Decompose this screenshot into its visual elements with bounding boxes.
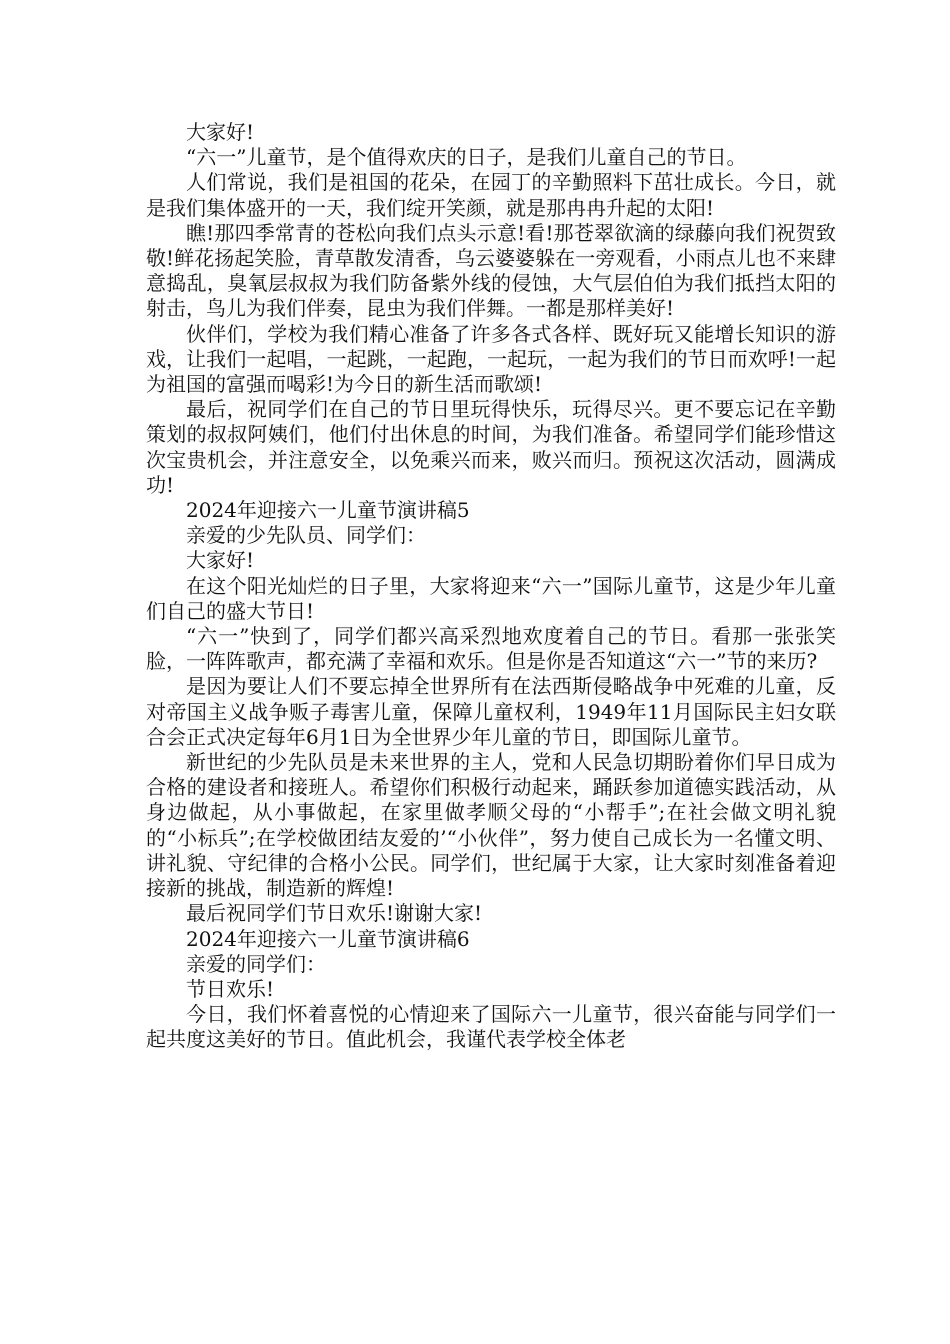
- closing: 最后祝同学们节日欢乐!谢谢大家!: [186, 901, 483, 926]
- salutation: 亲爱的同学们：: [186, 951, 326, 976]
- paragraph: “六一”儿童节，是个值得欢庆的日子，是我们儿童自己的节日。: [186, 145, 747, 170]
- paragraph: 是因为要让人们不要忘掉全世界所有在法西斯侵略战争中死难的儿童，反对帝国主义战争贩子毒害儿童，保障儿童权利，1949年11月国际民主妇女联合会正式决定每年6月1日为全世界少年儿童的节日，即国际儿童节。: [146, 674, 836, 749]
- paragraph: 伙伴们，学校为我们精心准备了许多各式各样、既好玩又能增长知识的游戏，让我们一起唱，一起跳，一起跑，一起玩，一起为我们的节日而欢呼!一起为祖国的富强而喝彩!为今日的新生活而歌颂!: [146, 321, 836, 397]
- paragraph: 最后，祝同学们在自己的节日里玩得快乐，玩得尽兴。更不要忘记在辛勤策划的叔叔阿姨们，他们付出休息的时间，为我们准备。希望同学们能珍惜这次宝贵机会，并注意安全，以免乘兴而来，败兴而归。预祝这次活动，圆满成功!: [146, 397, 836, 497]
- section-heading: 2024年迎接六一儿童节演讲稿5: [186, 498, 470, 523]
- paragraph: 瞧!那四季常青的苍松向我们点头示意!看!那苍翠欲滴的绿藤向我们祝贺致敬!鲜花扬起笑脸，青草散发清香，乌云婆婆躲在一旁观看，小雨点儿也不来肆意捣乱，臭氧层叔叔为我们防备紫外线的侵蚀，大气层伯伯为我们抵挡太阳的射击，鸟儿为我们伴奏，昆虫为我们伴舞。一都是那样美好!: [146, 220, 836, 321]
- greeting: 节日欢乐!: [186, 976, 275, 1001]
- paragraph: 大家好!: [186, 120, 255, 144]
- paragraph: 新世纪的少先队员是未来世界的主人，党和人民急切期盼着你们早日成为合格的建设者和接班人。希望你们积极行动起来，踊跃参加道德实践活动，从身边做起，从小事做起，在家里做孝顺父母的“小帮手”;在社会做文明礼貌的“小标兵”;在学校做团结友爱的’“小伙伴”，努力使自己成长为一名懂文明、讲礼貌、守纪律的合格小公民。同学们，世纪属于大家，让大家时刻准备着迎接新的挑战，制造新的辉煌!: [146, 750, 836, 901]
- paragraph: 在这个阳光灿烂的日子里，大家将迎来“六一”国际儿童节，这是少年儿童们自己的盛大节日!: [146, 573, 836, 623]
- paragraph: 人们常说，我们是祖国的花朵，在园丁的辛勤照料下茁壮成长。今日，就是我们集体盛开的一天，我们绽开笑颜，就是那冉冉升起的太阳!: [146, 170, 836, 220]
- section-heading: 2024年迎接六一儿童节演讲稿6: [186, 926, 470, 951]
- paragraph: 今日，我们怀着喜悦的心情迎来了国际六一儿童节，很兴奋能与同学们一起共度这美好的节日。值此机会，我谨代表学校全体老: [146, 1002, 836, 1052]
- paragraph: “六一”快到了，同学们都兴高采烈地欢度着自己的节日。看那一张张笑脸，一阵阵歌声，都充满了幸福和欢乐。但是你是否知道这“六一”节的来历?: [146, 624, 836, 674]
- document-body: [146, 120, 836, 1053]
- salutation: 亲爱的少先队员、同学们：: [186, 523, 426, 548]
- greeting: 大家好!: [186, 548, 255, 573]
